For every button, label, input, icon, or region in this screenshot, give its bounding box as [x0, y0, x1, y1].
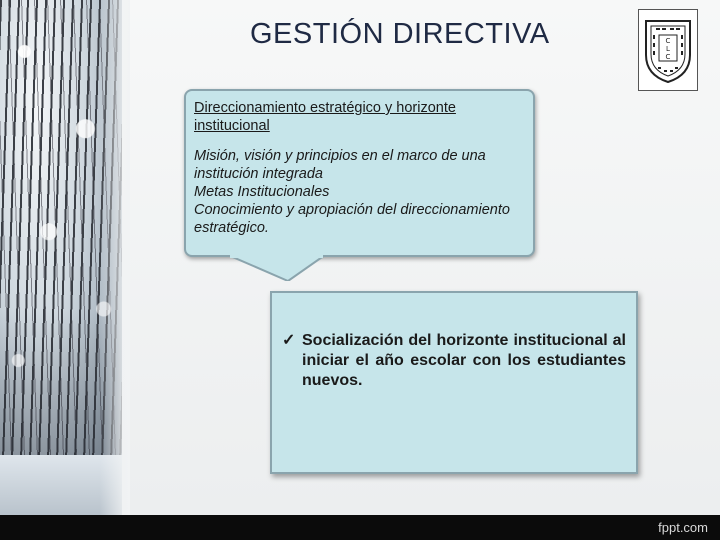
footer-bar: [0, 515, 720, 540]
speech-callout: [184, 89, 535, 257]
bullet-text: Socialización del horizonte institucional al iniciar el año escolar con los estudiantes nuevos.: [302, 332, 626, 389]
logo-letter: L: [666, 45, 670, 53]
footer-brand: fppt.com: [658, 520, 708, 535]
callout-line: Metas Institucionales: [194, 184, 330, 200]
image-fade-edge: [100, 0, 130, 515]
callout-tail: [228, 255, 328, 281]
check-icon: ✓: [282, 332, 296, 349]
logo-letter: C: [665, 53, 671, 61]
callout-heading: Direccionamiento estratégico y horizonte institucional: [194, 100, 456, 134]
bullet-box: [270, 291, 638, 474]
list-item: [282, 331, 626, 391]
callout-line: Misión, visión y principios en el marco de una institución integrada: [194, 148, 486, 182]
callout-line: Conocimiento y apropiación del direccionamiento estratégico.: [194, 202, 510, 236]
logo-letter: C: [665, 37, 671, 45]
school-logo: [638, 9, 698, 91]
slide-title: GESTIÓN DIRECTIVA: [250, 18, 550, 50]
